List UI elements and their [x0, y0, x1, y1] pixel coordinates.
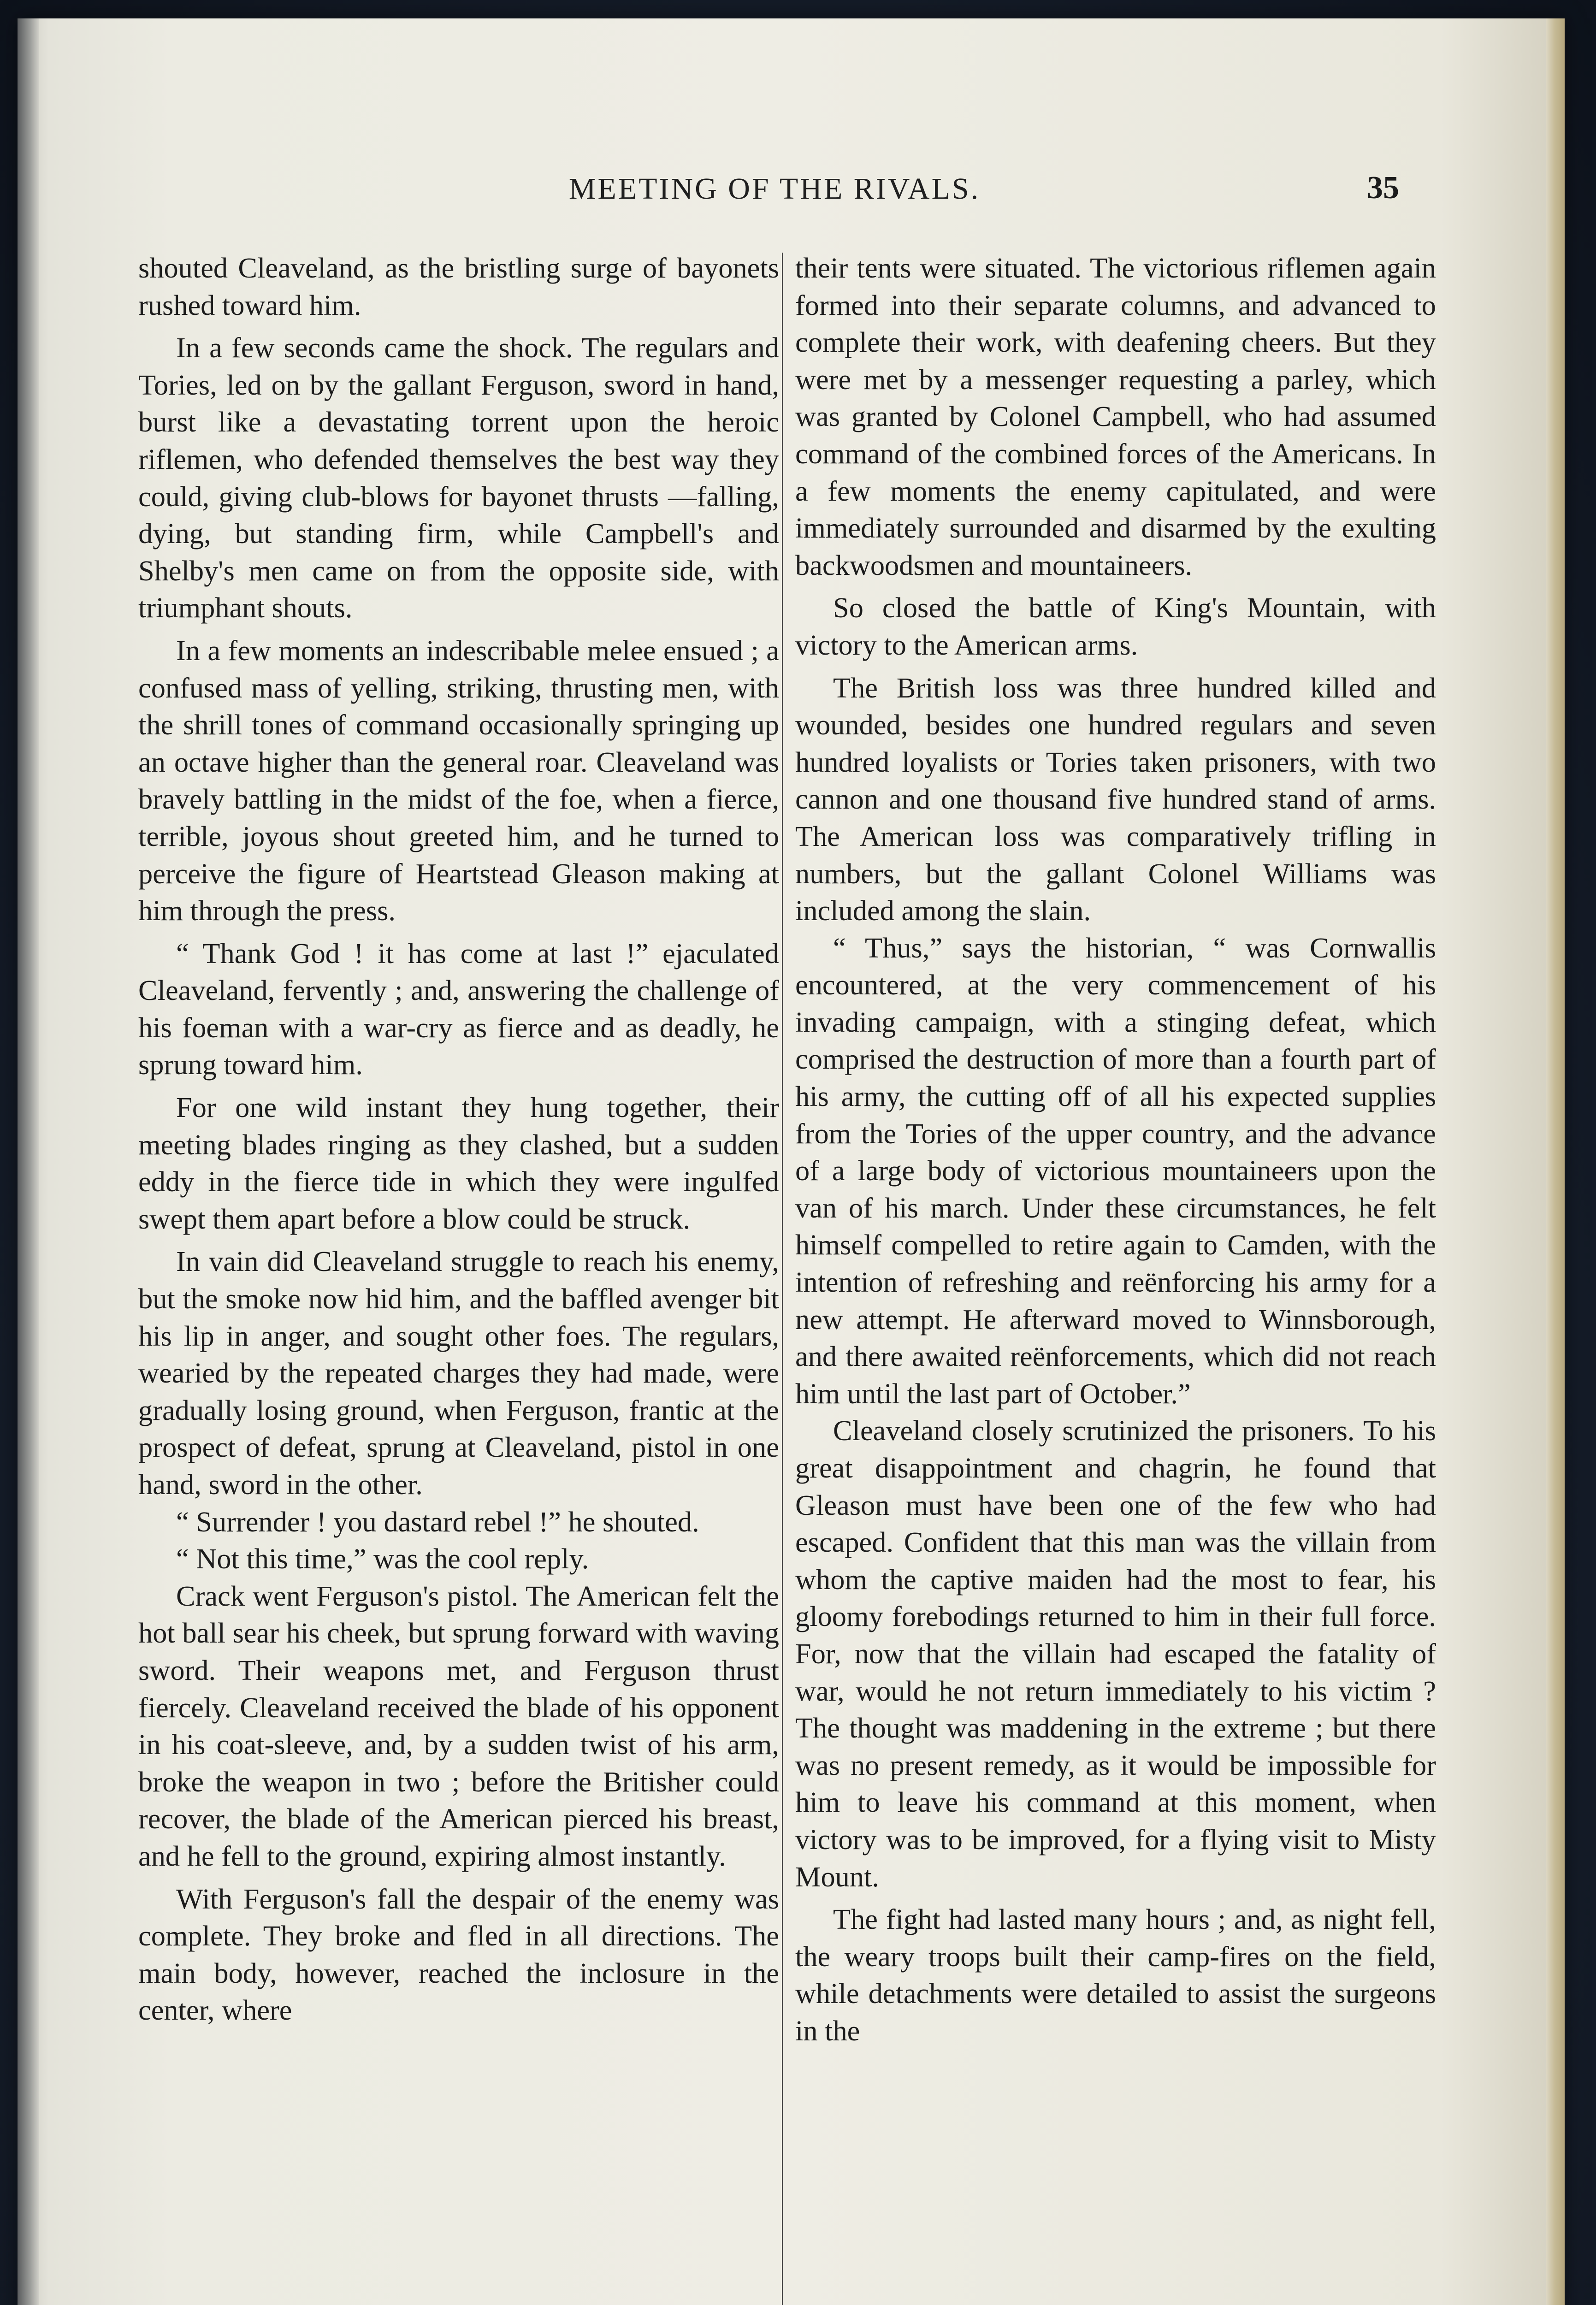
paragraph: The British loss was three hundred killed and wounded, besides one hundred regulars and seven hundred loyalists or Tories taken prisoners, with two cannon and one thousand five hundred stand of arms. The American loss was comparatively trifling in numbers, but the gallant Colonel Williams was included among the slain.	[795, 672, 1436, 927]
paragraph: their tents were situated. The victorious riflemen again formed into their separate columns, and advanced to complete their work, with deafening cheers. But they were met by a messenger requesting a parley, which was granted by Colonel Campbell, who had assumed command of the combined forces of the Americans. In a few moments the enemy capitulated, and were immediately surrounded and disarmed by the exulting backwoodsmen and mountaineers.	[795, 252, 1436, 581]
paragraph: In a few seconds came the shock. The regulars and Tories, led on by the gallant Ferguson, sword in hand, burst like a devastating torrent upon the heroic riflemen, who defended themselves the best way they could, giving club-blows for bayonet thrusts —falling, dying, but standing firm, while Campbell's and Shelby's men came on from the opposite side, with triumphant shouts.	[138, 332, 779, 624]
paragraph: In a few moments an indescribable melee ensued ; a confused mass of yelling, striking, thrusting men, with the shrill tones of command occasionally springing up an octave higher than the general roar. Cleaveland was bravely battling in the midst of the foe, when a fierce, terrible, joyous shout greeted him, and he turned to perceive the figure of Heartstead Gleason making at him through the press.	[138, 634, 779, 927]
column-divider	[782, 253, 783, 2305]
left-text-column	[138, 250, 779, 2029]
paragraph: With Ferguson's fall the despair of the enemy was complete. They broke and fled in all directions. The main body, however, reached the inclosure in the center, where	[138, 1883, 779, 2027]
paragraph: “ Thank God ! it has come at last !” ejaculated Cleaveland, fervently ; and, answering the challenge of his foeman with a war-cry as fierce and as deadly, he sprung toward him.	[138, 937, 779, 1081]
paragraph: “ Surrender ! you dastard rebel !” he shouted.	[176, 1506, 699, 1538]
paragraph: “ Thus,” says the historian, “ was Cornwallis encountered, at the very commencement of his invading campaign, with a stinging defeat, which comprised the destruction of more than a fourth part of his army, the cutting off of all his expected supplies from the Tories of the upper country, and the advance of a large body of victorious mountaineers upon the van of his march. Under these circumstances, he felt himself compelled to retire again to Camden, with the intention of refreshing and reënforcing his army for a new attempt. He afterward moved to Winnsborough, and there awaited reënforcements, which did not reach him until the last part of October.”	[795, 932, 1436, 1410]
page-number: 35	[1367, 170, 1399, 206]
paragraph: “ Not this time,” was the cool reply.	[176, 1543, 589, 1575]
running-head-title: MEETING OF THE RIVALS.	[568, 172, 981, 206]
paragraph: Cleaveland closely scrutinized the prisoners. To his great disappointment and chagrin, he found that Gleason must have been one of the few who had escaped. Confident that this man was the villain from whom the captive maiden had the most to fear, his gloomy forebodings returned to him in their full force. For, now that the villain had escaped the fatality of war, would he not return immediately to his victim ? The thought was maddening in the extreme ; but there was no present remedy, as it would be impossible for him to leave his command at this moment, when victory was to be improved, for a flying visit to Misty Mount.	[795, 1415, 1436, 1893]
page-binding-edge	[18, 18, 39, 2305]
paragraph: The fight had lasted many hours ; and, as night fell, the weary troops built their camp-fires on the field, while detachments were detailed to assist the surgeons in the	[795, 1903, 1436, 2047]
paragraph: shouted Cleaveland, as the bristling surge of bayonets rushed toward him.	[138, 252, 779, 321]
paragraph: So closed the battle of King's Mountain, with victory to the American arms.	[795, 592, 1436, 661]
paragraph: In vain did Cleaveland struggle to reach his enemy, but the smoke now hid him, and the baffled avenger bit his lip in anger, and sought other foes. The regulars, wearied by the repeated charges they had made, were gradually losing ground, when Ferguson, frantic at the prospect of defeat, sprung at Cleaveland, pistol in one hand, sword in the other.	[138, 1246, 779, 1501]
paragraph: Crack went Ferguson's pistol. The American felt the hot ball sear his cheek, but sprung forward with waving sword. Their weapons met, and Ferguson thrust fiercely. Cleaveland received the blade of his opponent in his coat-sleeve, and, by a sudden twist of his arm, broke the weapon in two ; before the Britisher could recover, the blade of the American pierced his breast, and he fell to the ground, expiring almost instantly.	[138, 1580, 779, 1872]
page-fore-edge	[1546, 18, 1565, 2305]
right-text-column	[795, 250, 1436, 2050]
paragraph: For one wild instant they hung together, their meeting blades ringing as they clashed, but a sudden eddy in the fierce tide in which they were ingulfed swept them apart before a blow could be struck.	[138, 1092, 779, 1235]
